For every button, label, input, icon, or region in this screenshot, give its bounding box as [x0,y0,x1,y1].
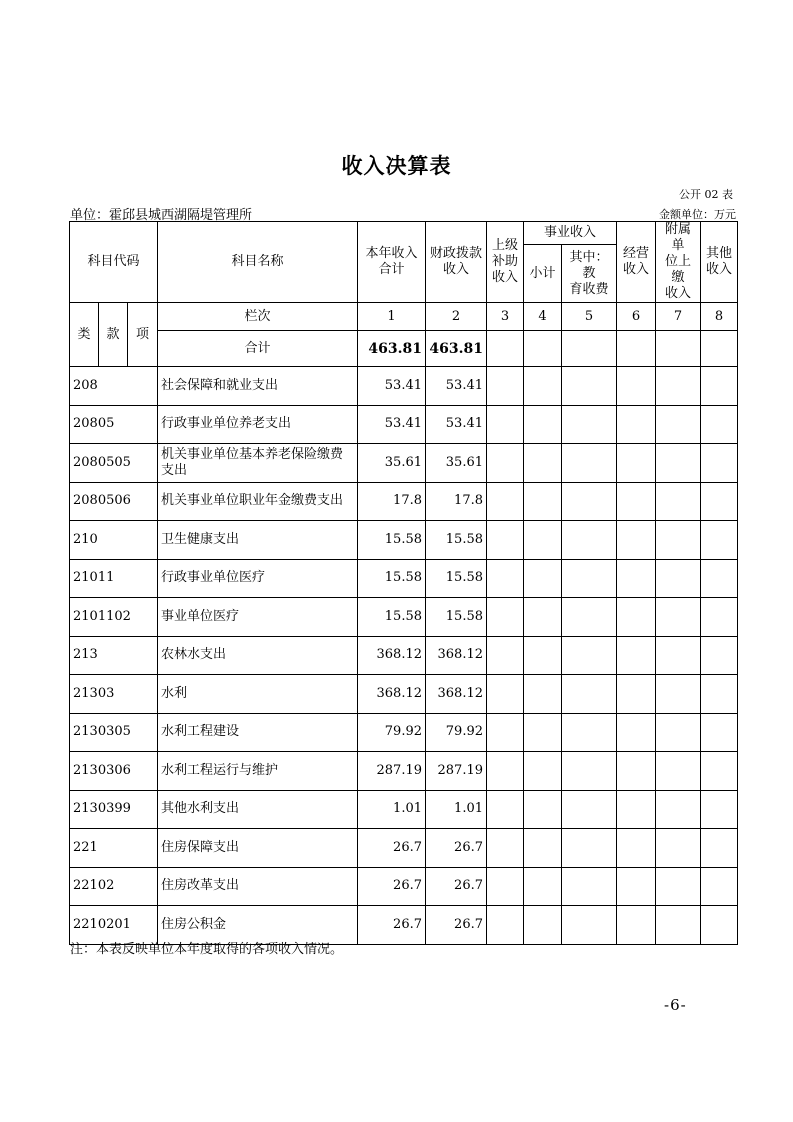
row-empty-cell [524,790,562,829]
table-row [70,829,738,868]
row-empty-cell [487,482,524,521]
row-name: 事业单位医疗 [158,598,358,637]
col-num: 3 [487,303,524,331]
row-empty-cell [656,367,701,406]
row-code: 2130399 [70,790,158,829]
row-empty-cell [617,482,656,521]
row-fiscal: 79.92 [426,713,487,752]
row-empty-cell [701,713,738,752]
row-empty-cell [701,521,738,560]
row-name: 住房改革支出 [158,867,358,906]
row-empty-cell [487,444,524,483]
row-name: 行政事业单位养老支出 [158,405,358,444]
col-num: 5 [562,303,617,331]
row-empty-cell [656,752,701,791]
header-subtotal: 小计 [524,245,562,303]
row-total: 53.41 [358,367,426,406]
row-code: 2080506 [70,482,158,521]
row-empty-cell [524,752,562,791]
table-row [70,482,738,521]
row-code: 210 [70,521,158,560]
row-fiscal: 53.41 [426,367,487,406]
row-empty-cell [701,367,738,406]
row-fiscal: 368.12 [426,636,487,675]
row-empty-cell [487,713,524,752]
row-empty-cell [524,482,562,521]
row-empty-cell [656,482,701,521]
unit-name: 单位：霍邱县城西湖隔堤管理所 [70,208,253,223]
table-row [70,405,738,444]
row-total: 287.19 [358,752,426,791]
row-empty-cell [524,444,562,483]
row-empty-cell [617,790,656,829]
row-empty-cell [562,482,617,521]
col-num: 8 [701,303,738,331]
row-empty-cell [656,559,701,598]
row-empty-cell [617,906,656,945]
row-empty-cell [524,405,562,444]
row-name: 住房保障支出 [158,829,358,868]
row-empty-cell [617,636,656,675]
row-empty-cell [701,636,738,675]
row-empty-cell [701,906,738,945]
table-row [70,367,738,406]
row-empty-cell [617,521,656,560]
col-num: 4 [524,303,562,331]
row-empty-cell [656,867,701,906]
row-empty-cell [562,444,617,483]
row-empty-cell [487,405,524,444]
header-name: 科目名称 [158,222,358,303]
row-empty-cell [562,713,617,752]
row-empty-cell [524,829,562,868]
row-empty-cell [701,405,738,444]
row-empty-cell [617,598,656,637]
row-name: 社会保障和就业支出 [158,367,358,406]
header-code: 科目代码 [70,222,158,303]
row-total: 35.61 [358,444,426,483]
row-code: 2130305 [70,713,158,752]
header-kuan: 款 [99,303,128,367]
row-name: 农林水支出 [158,636,358,675]
row-fiscal: 15.58 [426,559,487,598]
row-empty-cell [524,906,562,945]
row-empty-cell [701,790,738,829]
table-note: 注：本表反映单位本年度取得的各项收入情况。 [70,942,344,957]
row-total: 15.58 [358,521,426,560]
header-operating: 经营 收入 [617,222,656,303]
total-income-value: 463.81 [358,331,426,367]
table-row [70,444,738,483]
row-code: 2210201 [70,906,158,945]
row-empty-cell [524,713,562,752]
row-empty-cell [701,675,738,714]
header-total: 本年收入 合计 [358,222,426,303]
row-empty-cell [524,675,562,714]
row-empty-cell [562,367,617,406]
row-empty-cell [487,790,524,829]
row-name: 卫生健康支出 [158,521,358,560]
header-xiang: 项 [128,303,158,367]
header-edu: 其中：教 育收费 [562,245,617,303]
row-empty-cell [562,405,617,444]
row-code: 213 [70,636,158,675]
row-empty-cell [562,675,617,714]
row-fiscal: 26.7 [426,906,487,945]
page-number: -6- [664,996,687,1014]
row-empty-cell [487,867,524,906]
row-code: 2130306 [70,752,158,791]
row-fiscal: 15.58 [426,521,487,560]
row-name: 行政事业单位医疗 [158,559,358,598]
row-name: 水利工程建设 [158,713,358,752]
row-empty-cell [617,752,656,791]
table-row [70,521,738,560]
row-empty-cell [487,559,524,598]
row-code: 20805 [70,405,158,444]
col-num: 7 [656,303,701,331]
money-unit: 金额单位：万元 [659,208,736,221]
row-total: 26.7 [358,829,426,868]
table-row [70,752,738,791]
row-empty-cell [656,444,701,483]
row-empty-cell [701,829,738,868]
row-empty-cell [656,675,701,714]
row-code: 221 [70,829,158,868]
row-total: 17.8 [358,482,426,521]
row-empty-cell [487,367,524,406]
row-fiscal: 35.61 [426,444,487,483]
row-empty-cell [562,867,617,906]
row-name: 住房公积金 [158,906,358,945]
row-empty-cell [487,598,524,637]
row-empty-cell [487,906,524,945]
row-empty-cell [701,867,738,906]
row-total: 368.12 [358,675,426,714]
row-empty-cell [524,559,562,598]
header-other: 其他 收入 [701,222,738,303]
row-empty-cell [701,752,738,791]
row-empty-cell [656,521,701,560]
header-fiscal: 财政拨款 收入 [426,222,487,303]
row-empty-cell [562,790,617,829]
row-code: 2080505 [70,444,158,483]
row-fiscal: 26.7 [426,829,487,868]
row-empty-cell [617,713,656,752]
row-fiscal: 53.41 [426,405,487,444]
row-empty-cell [656,713,701,752]
total-fiscal-value: 463.81 [426,331,487,367]
total-row-label: 合计 [158,331,358,367]
table-row [70,636,738,675]
row-total: 15.58 [358,559,426,598]
row-name: 机关事业单位职业年金缴费支出 [158,482,358,521]
row-empty-cell [562,829,617,868]
row-fiscal: 17.8 [426,482,487,521]
table-row [70,598,738,637]
row-empty-cell [656,405,701,444]
row-code: 2101102 [70,598,158,637]
row-empty-cell [617,405,656,444]
row-name: 水利工程运行与维护 [158,752,358,791]
row-empty-cell [562,598,617,637]
row-name: 水利 [158,675,358,714]
row-fiscal: 15.58 [426,598,487,637]
header-lei: 类 [70,303,99,367]
income-table [69,221,738,945]
row-code: 208 [70,367,158,406]
row-name: 其他水利支出 [158,790,358,829]
row-total: 1.01 [358,790,426,829]
row-empty-cell [524,521,562,560]
col-num: 6 [617,303,656,331]
row-empty-cell [487,675,524,714]
row-empty-cell [617,867,656,906]
table-row [70,713,738,752]
row-empty-cell [656,636,701,675]
row-code: 21011 [70,559,158,598]
row-total: 26.7 [358,867,426,906]
row-empty-cell [562,906,617,945]
row-total: 26.7 [358,906,426,945]
row-empty-cell [524,598,562,637]
row-empty-cell [524,867,562,906]
row-empty-cell [617,367,656,406]
row-empty-cell [617,444,656,483]
row-empty-cell [487,829,524,868]
row-empty-cell [562,559,617,598]
row-empty-cell [656,598,701,637]
row-empty-cell [701,482,738,521]
row-empty-cell [524,636,562,675]
row-empty-cell [701,559,738,598]
header-business: 事业收入 [524,222,617,245]
row-fiscal: 368.12 [426,675,487,714]
row-empty-cell [487,521,524,560]
header-affiliated: 附属单 位上缴 收入 [656,222,701,303]
row-fiscal: 1.01 [426,790,487,829]
row-fiscal: 287.19 [426,752,487,791]
row-empty-cell [562,636,617,675]
row-empty-cell [617,675,656,714]
row-total: 368.12 [358,636,426,675]
row-empty-cell [562,752,617,791]
row-empty-cell [656,906,701,945]
row-empty-cell [487,636,524,675]
row-total: 15.58 [358,598,426,637]
row-empty-cell [524,367,562,406]
row-empty-cell [617,829,656,868]
table-row [70,867,738,906]
row-empty-cell [487,752,524,791]
table-row [70,790,738,829]
table-row [70,559,738,598]
page-title: 收入决算表 [341,154,452,178]
row-fiscal: 26.7 [426,867,487,906]
form-number: 公开 02 表 [679,188,733,201]
row-empty-cell [701,598,738,637]
row-code: 22102 [70,867,158,906]
row-empty-cell [701,444,738,483]
row-empty-cell [617,559,656,598]
table-row [70,675,738,714]
header-lanci: 栏次 [158,303,358,331]
row-name: 机关事业单位基本养老保险缴费支出 [158,444,358,483]
row-empty-cell [562,521,617,560]
row-total: 53.41 [358,405,426,444]
row-empty-cell [656,790,701,829]
row-code: 21303 [70,675,158,714]
col-num: 1 [358,303,426,331]
header-superior: 上级 补助 收入 [487,222,524,303]
col-num: 2 [426,303,487,331]
row-empty-cell [656,829,701,868]
row-total: 79.92 [358,713,426,752]
